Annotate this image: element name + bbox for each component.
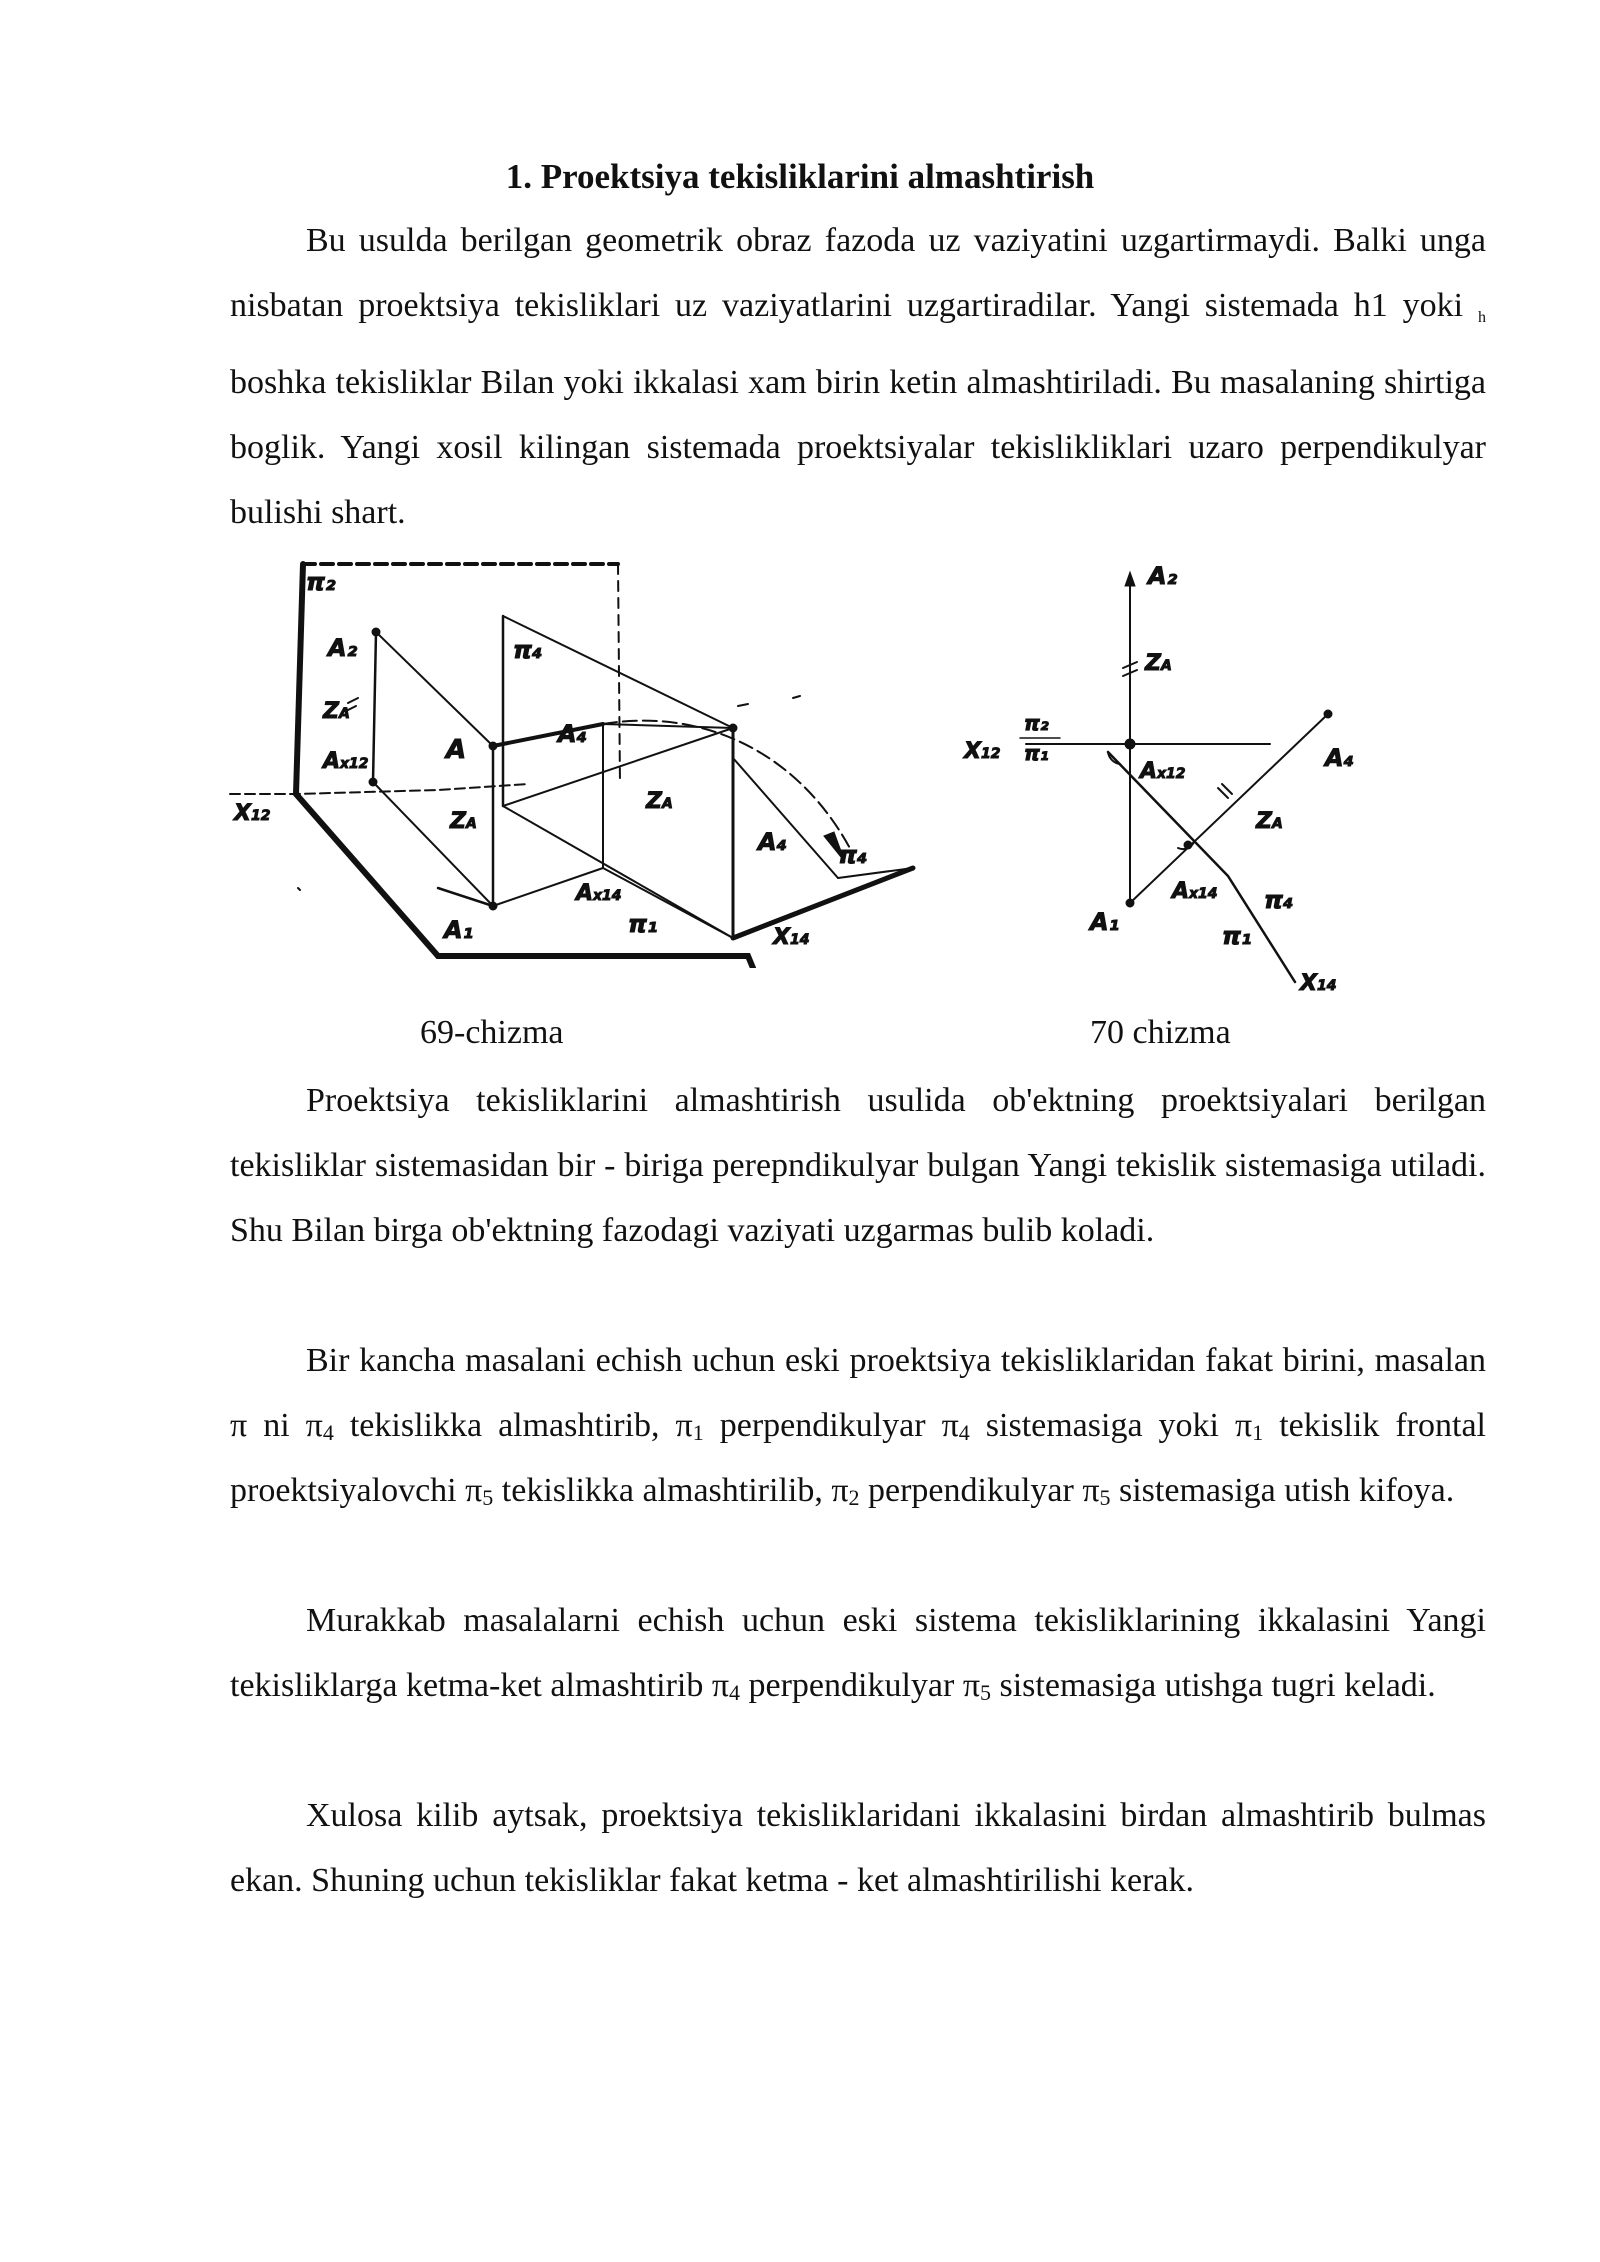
paragraph-complex — [230, 1588, 1486, 1718]
p3-text-8: sistemasiga utish kifoya. — [1110, 1472, 1455, 1509]
p3-sub-7: 5 — [1099, 1485, 1111, 1510]
paragraph-method: Proektsiya tekisliklarini almashtirish usulida ob'ektning proektsiyalari berilgan tekisliklar sistemasidan bir - biriga perepndikulyar bulgan Yangi tekislik sistemasiga utiladi. Shu Bilan birga ob'ektning fazodagi vaziyati uzgarmas bulib koladi. — [230, 1082, 1486, 1249]
paragraph-intro — [230, 208, 1486, 545]
figure-69-caption: 69-chizma — [420, 1014, 564, 1051]
svg-text:π₂: π₂ — [306, 568, 336, 596]
svg-text:A₁: A₁ — [1090, 908, 1120, 936]
svg-text:ZA: ZA — [450, 809, 477, 834]
small-h-glyph: h — [1478, 309, 1487, 326]
paragraph-conclusion: Xulosa kilib aytsak, proektsiya tekisliklaridani ikkalasini birdan almashtirib bulmas ekan. Shuning uchun tekisliklar fakat ketma - ket almashtirilishi kerak. — [230, 1797, 1486, 1899]
svg-text:Ax14: Ax14 — [1172, 879, 1218, 904]
svg-text:Ax12: Ax12 — [1140, 759, 1186, 784]
svg-text:ZA: ZA — [1145, 651, 1172, 676]
p3-text-3: perpendikulyar π — [703, 1407, 959, 1444]
p4-sub-1: 4 — [729, 1680, 741, 1705]
svg-text:π₁: π₁ — [1222, 922, 1252, 950]
svg-text:X12: X12 — [234, 801, 271, 826]
paragraph-intro-text-2: boshka tekisliklar Bilan yoki ikkalasi xam birin ketin almashtiriladi. Bu masalaning shirtiga boglik. Yangi xosil kilingan sistemada proektsiyalar tekislikliklari uzaro perpendikulyar bulishi shart. — [230, 364, 1486, 531]
figure-69-drawing — [228, 558, 928, 968]
p3-sub-3: 4 — [958, 1420, 970, 1445]
svg-text:π₁: π₁ — [628, 910, 658, 938]
p3-sub-4: 1 — [1252, 1420, 1264, 1445]
p3-sub-5: 5 — [482, 1485, 494, 1510]
svg-text:π₄: π₄ — [1264, 886, 1294, 914]
paragraph-single-plane — [230, 1328, 1486, 1523]
p3-sub-6: 2 — [848, 1485, 860, 1510]
p3-sub-1: 4 — [322, 1420, 334, 1445]
svg-text:ZA: ZA — [646, 789, 673, 814]
p4-text-3: sistemasiga utishga tugri keladi. — [991, 1667, 1436, 1704]
svg-text:A₄: A₄ — [1325, 744, 1355, 772]
svg-text:X14: X14 — [1300, 971, 1337, 996]
svg-text:X14: X14 — [773, 925, 810, 950]
p3-text-4: sistemasiga yoki π — [969, 1407, 1253, 1444]
svg-text:ZA: ZA — [1256, 809, 1283, 834]
p3-text-6: tekislikka almashtirilib, π — [493, 1472, 849, 1509]
svg-text:A: A — [446, 735, 467, 765]
p4-text-2: perpendikulyar π — [740, 1667, 980, 1704]
svg-text:A₂: A₂ — [1148, 562, 1178, 590]
svg-text:π₄: π₄ — [838, 841, 868, 869]
paragraph-intro-text-1: Bu usulda berilgan geometrik obraz fazoda uz vaziyatini uzgartirmaydi. Balki unga nisbatan proektsiya tekisliklari uz vaziyatlarini uzgartiradilar. Yangi sistemada h1 yoki — [230, 222, 1486, 324]
p4-text-1: Murakkab masalalarni echish uchun eski sistema tekisliklarining ikkalasini Yangi tekisliklarga ketma-ket almashtirib π — [230, 1602, 1486, 1704]
p3-text-7: perpendikulyar π — [859, 1472, 1100, 1509]
svg-text:π₁: π₁ — [1024, 741, 1049, 765]
p3-text-5: tekislik frontal proektsiyalovchi π — [230, 1407, 1486, 1509]
svg-text:π₄: π₄ — [513, 636, 543, 664]
p3-text-1: Bir kancha masalani echish uchun eski proektsiya tekisliklaridan fakat birini, masalan π ni π — [230, 1342, 1486, 1444]
section-title: 1. Proektsiya tekisliklarini almashtirish — [505, 157, 1095, 196]
svg-text:A₁: A₁ — [444, 916, 474, 944]
svg-text:π₂: π₂ — [1024, 711, 1049, 735]
p3-sub-2: 1 — [692, 1420, 704, 1445]
p4-sub-2: 5 — [980, 1680, 991, 1705]
svg-text:A₂: A₂ — [328, 634, 358, 662]
figure-70-drawing — [960, 558, 1380, 1008]
svg-text:A₄: A₄ — [558, 720, 588, 748]
svg-text:Ax14: Ax14 — [576, 881, 622, 906]
svg-text:Ax12: Ax12 — [323, 749, 369, 774]
figure-70-caption: 70 chizma — [1090, 1014, 1231, 1051]
p3-text-2: tekislikka almashtirib, π — [333, 1407, 693, 1444]
svg-text:ZA: ZA — [323, 699, 350, 724]
svg-text:X12: X12 — [964, 739, 1001, 764]
svg-text:A₄: A₄ — [758, 828, 788, 856]
